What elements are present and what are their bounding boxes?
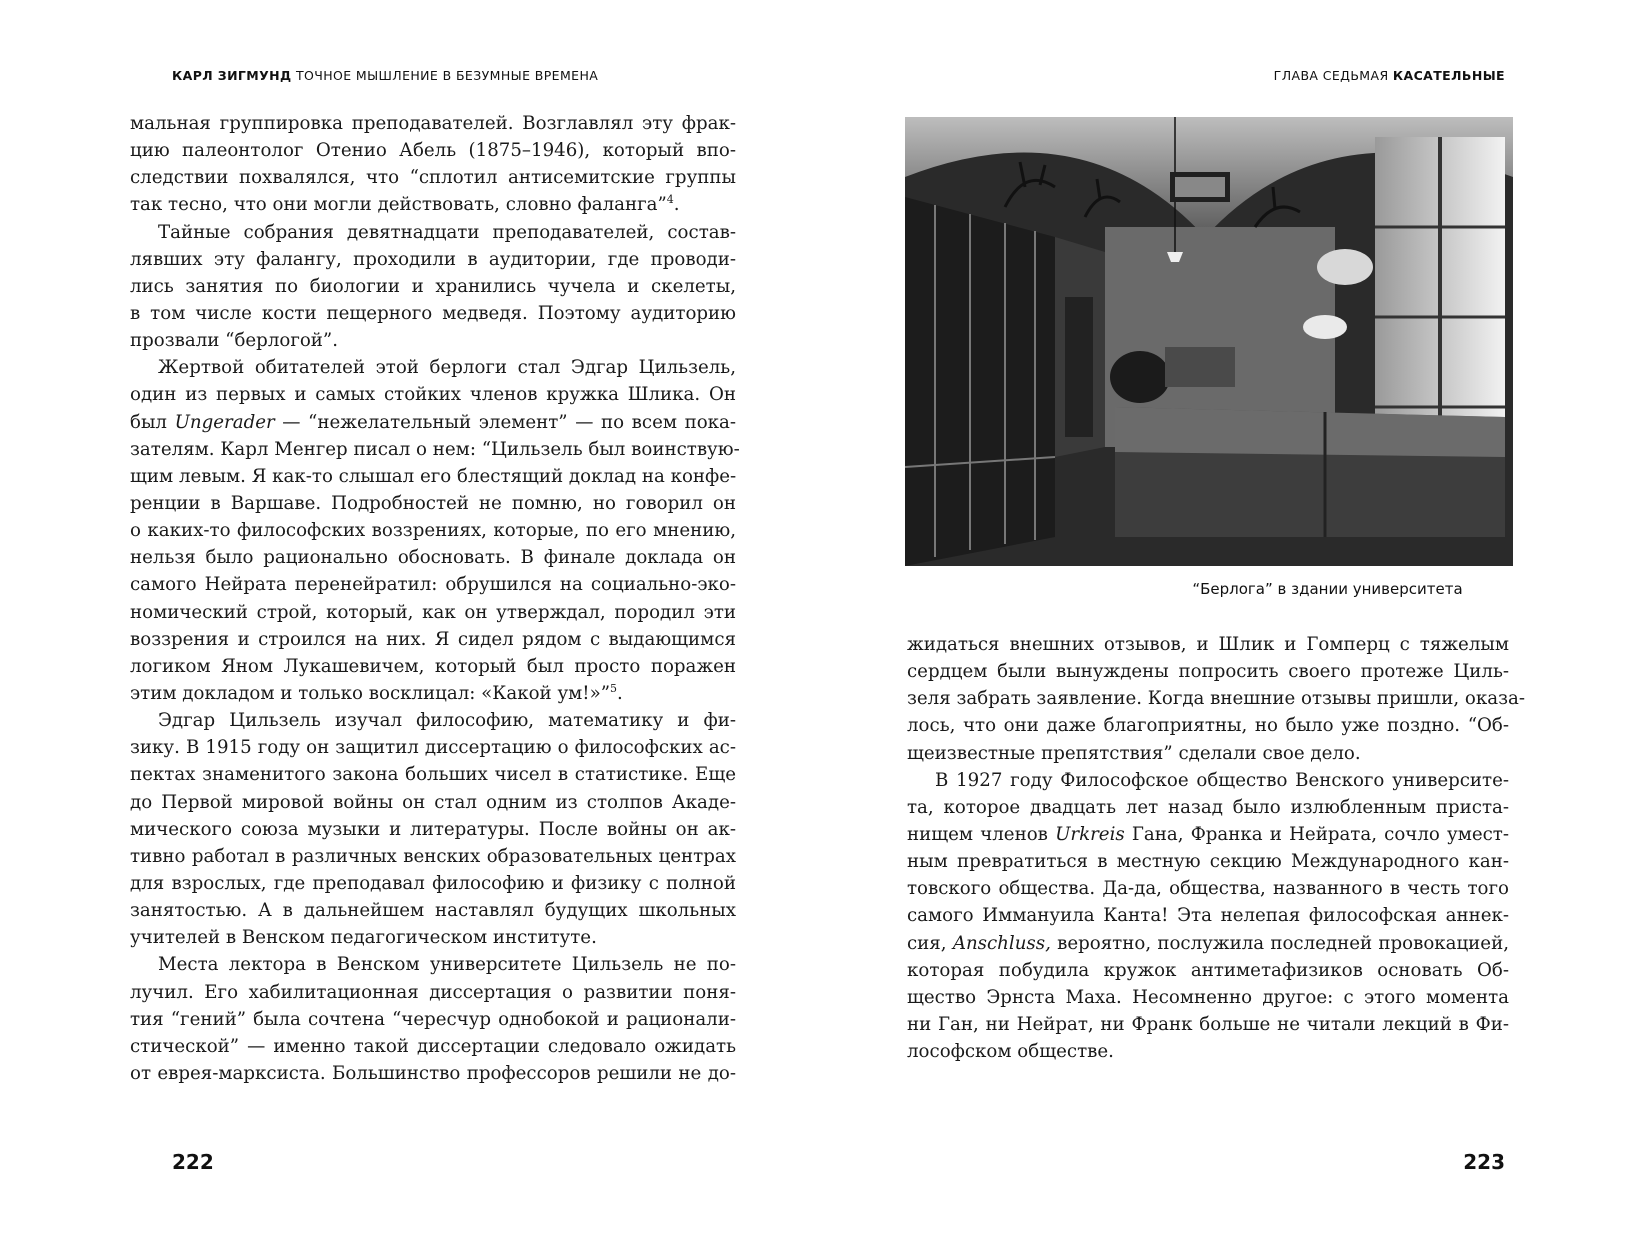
text-line: лявших эту фалангу, проходили в аудитории, где проводи- [130,248,736,270]
text-line: учителей в Венском педагогическом институте. [130,927,597,949]
text-line: Места лектора в Венском университете Цильзель не по- [158,954,736,976]
text-line: Жертвой обитателей этой берлоги стал Эдгар Цильзель, [158,357,736,379]
text-line: тивно работал в различных венских образовательных центрах [130,845,736,867]
text-line: один из первых и самых стойких членов кружка Шлика. Он [130,384,736,406]
running-head-book-title: ТОЧНОЕ МЫШЛЕНИЕ В БЕЗУМНЫЕ ВРЕМЕНА [295,68,599,83]
text-line: зику. В 1915 году он защитил диссертацию о философских ас- [130,737,736,759]
text-line: этим докладом и только восклицал: «Какой ум!»”$^5$. [130,681,623,704]
page-number: 223 [1463,1150,1505,1174]
text-line: мальная группировка преподавателей. Возглавлял эту фрак- [130,113,736,134]
text-line: ренции в Варшаве. Подробностей не помню, но говорил он [130,492,736,514]
text-line: прозвали “берлогой”. [130,330,339,352]
text-line: нищем членов Urkreis Гана, Франка и Нейрата, сочло умест- [907,823,1509,845]
running-head-right [1274,68,1505,83]
text-line: пектах знаменитого закона больших чисел в статистике. Еще [130,764,736,786]
text-line: до Первой мировой войны он стал одним из столпов Акаде- [130,791,736,813]
text-line: товского общества. Да-да, общества, названного в честь того [907,878,1509,900]
text-line: от еврея-марксиста. Большинство профессоров решили не до- [130,1062,736,1084]
text-line: в том числе кости пещерного медведя. Поэтому аудиторию [130,302,736,324]
text-line: цию палеонтолог Отенио Абель (1875–1946), который впо- [130,140,736,162]
footnote-marker: 5 [610,681,618,695]
text-line: для взрослых, где преподавал философию и физику с полной [130,872,736,894]
text-line: логиком Яном Лукашевичем, который был просто поражен [130,655,736,677]
italic-term: Anschluss, [952,932,1051,954]
text-line: Тайные собрания девятнадцати преподавателей, состав- [158,221,736,243]
italic-term: Urkreis [1055,823,1125,845]
text-line: Эдгар Цильзель изучал философию, математику и фи- [158,710,736,732]
page-number: 222 [172,1150,214,1174]
text-line: ным превратиться в местную секцию Международного кан- [907,851,1509,873]
text-line: был Ungerader — “нежелательный элемент” — по всем пока- [130,411,736,433]
running-head-author: КАРЛ ЗИГМУНД [172,68,292,83]
text-line: та, которое двадцать лет назад было излюбленным приста- [907,796,1509,818]
text-line: зеля забрать заявление. Когда внешние отзывы пришли, оказа- [907,688,1526,710]
right-body-text [907,631,1526,1065]
text-line: лучил. Его хабилитационная диссертация о развитии поня- [130,981,736,1003]
text-line: лось, что они даже благоприятны, но было уже поздно. “Об- [907,715,1509,737]
text-line: зателям. Карл Менгер писал о нем: “Цильзель был воинствую- [130,438,740,460]
text-line: В 1927 году Философское общество Венского университе- [935,769,1509,791]
text-line: сердцем были вынуждены попросить своего протеже Циль- [907,661,1509,683]
text-line: щим левым. Я как-то слышал его блестящий доклад на конфе- [130,465,737,487]
text-line: тия “гений” была сочтена “чересчур однобокой и рационали- [130,1008,736,1030]
text-line: воззрения и строился на них. Я сидел рядом с выдающимся [130,628,736,650]
text-line: занятостью. А в дальнейшем наставлял будущих школьных [130,900,736,922]
text-line: мического союза музыки и литературы. После войны он ак- [130,818,736,840]
text-line: номический строй, который, как он утверждал, породил эти [130,601,736,623]
text-line: которая побудила кружок антиметафизиков основать Об- [907,959,1509,981]
photo-illustration [905,117,1513,566]
text-line: лись занятия по биологии и хранились чучела и скелеты, [130,275,736,297]
text-line: щеизвестные препятствия” сделали свое дело. [907,742,1361,764]
text-line: самого Иммануила Канта! Эта нелепая философская аннек- [907,905,1509,927]
text-line: стической” — именно такой диссертации следовало ожидать [130,1035,736,1057]
photo-caption: “Берлога” в здании университета [1192,580,1463,598]
text-line: о каких-то философских воззрениях, которые, по его мнению, [130,520,736,542]
running-head-chapter-title: КАСАТЕЛЬНЫЕ [1392,68,1505,83]
text-line: сия, Anschluss, вероятно, послужила последней провокацией, [907,932,1509,954]
text-line: жидаться внешних отзывов, и Шлик и Гомперц с тяжелым [907,634,1509,655]
footnote-marker: 4 [666,193,674,207]
running-head-chapter: ГЛАВА СЕДЬМАЯ [1273,68,1389,83]
text-line: лософском обществе. [907,1041,1114,1063]
italic-term: Ungerader [174,411,275,433]
text-line: самого Нейрата перенейратил: обрушился на социально-эко- [130,574,736,596]
text-line: нельзя было рационально обосновать. В финале доклада он [130,547,736,569]
right-page [815,0,1630,1252]
text-line: ни Ган, ни Нейрат, ни Франк больше не читали лекций в Фи- [907,1013,1509,1035]
text-line: следствии похвалялся, что “сплотил антисемитские группы [130,167,736,189]
left-body-text [130,110,740,1087]
text-line: щество Эрнста Маха. Несомненно другое: с этого момента [907,986,1509,1008]
text-line: так тесно, что они могли действовать, словно фаланга”$^4$. [130,193,680,216]
museum-room-photo [905,117,1513,566]
running-head-left [172,68,598,83]
